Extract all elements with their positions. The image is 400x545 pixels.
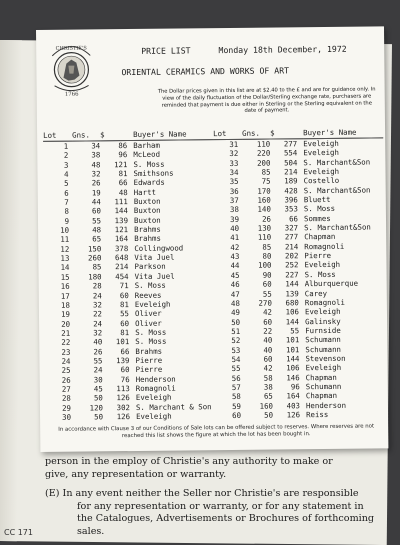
lot-number: 56: [231, 373, 241, 383]
lot-number: 43: [230, 252, 240, 262]
lot-number: 50: [231, 317, 241, 327]
lot-number: 53: [231, 345, 241, 355]
dollars: 144: [114, 206, 128, 216]
guineas: 110: [257, 232, 272, 243]
buyer-name: Reiss: [305, 409, 329, 420]
buyer-name: Schumann: [305, 381, 342, 392]
lot-number: 40: [230, 223, 240, 234]
dollars: 96: [290, 382, 300, 392]
buyer-name: Eveleigh: [135, 392, 172, 403]
guineas: 22: [93, 309, 103, 319]
lot-number: 1: [63, 141, 69, 151]
dollars: 144: [286, 354, 300, 364]
buyer-name: Henderson: [305, 400, 347, 410]
guineas: 55: [262, 289, 272, 299]
price-table-body: [43, 138, 386, 422]
buyer-name: Chapman: [305, 372, 337, 382]
buyer-name: Alburquerque: [304, 278, 359, 289]
guineas: 32: [91, 169, 101, 179]
dollars: 139: [116, 355, 130, 366]
christies-seal-logo: [48, 35, 95, 101]
dollars: 60: [120, 318, 130, 328]
dollars: 277: [284, 232, 299, 242]
dollars: 60: [120, 365, 130, 375]
dollars: 144: [285, 279, 299, 289]
buyer-name: Eveleigh: [303, 148, 339, 158]
guineas: 55: [93, 356, 103, 366]
buyer-name: Pierre: [304, 251, 332, 261]
buyer-name: S. Marchant&Son: [303, 157, 371, 167]
guineas: 26: [262, 214, 272, 224]
guineas: 120: [89, 402, 104, 413]
dollars: 214: [115, 262, 129, 272]
lot-number: 48: [230, 298, 240, 308]
dollars: 214: [284, 167, 298, 177]
sale-date: Monday 18th December, 1972: [218, 43, 347, 56]
guineas: 24: [93, 365, 103, 375]
buyer-name: Eveleigh: [134, 299, 171, 309]
buyer-name: Oliver: [135, 318, 162, 328]
dollars: 121: [114, 159, 128, 169]
buyer-name: Schumann: [305, 344, 342, 354]
guineas: 19: [91, 188, 101, 198]
lot-number: 3: [63, 160, 69, 170]
guineas: 50: [264, 410, 274, 420]
dollars: 146: [286, 372, 300, 382]
dollars: 428: [284, 185, 298, 196]
dollars: 252: [285, 260, 299, 270]
lot-number: 8: [64, 207, 69, 217]
page-footer-code: CC 171: [4, 528, 33, 537]
header-gns: Gns.: [242, 128, 270, 140]
conditions-line-1: person in the employ of Christie's any authority to make or: [45, 456, 333, 467]
guineas: 150: [87, 244, 102, 254]
guineas: 42: [263, 363, 273, 373]
lot-number: 57: [231, 382, 241, 392]
price-list-sheet: [36, 26, 388, 452]
dollars: 164: [286, 391, 300, 401]
lot-number: 52: [231, 336, 241, 346]
dollars: 139: [114, 215, 129, 225]
buyer-name: S. Moss: [304, 269, 336, 280]
guineas: 60: [263, 317, 273, 327]
lot-number: 51: [231, 326, 241, 336]
guineas: 110: [256, 139, 271, 149]
dollars: 96: [118, 150, 128, 160]
dollars: 121: [114, 225, 129, 235]
buyer-name: Oliver: [134, 308, 162, 319]
dollars: 277: [283, 139, 298, 149]
guineas: 40: [93, 337, 103, 347]
lot-number: 20: [61, 319, 71, 329]
dollar-notice: The Dollar prices given in this list are at $2.40 to the £ and are for guidance only. In view of the daily fluctuation of the Dollar/Sterling exchange rate, purchasers are reminded that payment is due either in Sterling or the Sterling equivalent on the date of payment.: [157, 86, 376, 115]
header-buyer: Buyer's Name: [303, 126, 383, 138]
dollars: 353: [284, 204, 298, 214]
lot-number: 42: [230, 242, 240, 252]
dollars: 66: [118, 178, 128, 188]
guineas: 85: [92, 262, 102, 272]
guineas: 140: [257, 204, 271, 215]
price-table: [43, 126, 386, 422]
dollars: 302: [116, 402, 131, 412]
buyer-name: Vita Juel: [134, 271, 175, 281]
lot-number: 33: [229, 158, 239, 168]
header-lot: Lot: [213, 128, 242, 140]
header-dollars: $: [100, 129, 133, 141]
dollars: 81: [118, 169, 128, 179]
lot-number: 18: [60, 300, 70, 310]
clause-e: (E) In any event neither the Seller nor Christie's are responsible for any representation or warranty, or for any statement in the Catalogues, Advertisements or Brochures of forthcoming sales.: [45, 488, 375, 537]
guineas: 24: [92, 290, 102, 300]
guineas: 270: [258, 298, 272, 308]
buyer-name: Eveleigh: [304, 260, 341, 270]
buyer-name: Buxton: [133, 196, 161, 207]
lot-number: 60: [232, 410, 242, 420]
lot-number: 7: [64, 197, 69, 207]
lot-number: 6: [64, 188, 69, 198]
dollars: 504: [283, 157, 298, 168]
guineas: 160: [257, 195, 271, 205]
guineas: 80: [262, 251, 272, 261]
dollars: 327: [284, 223, 299, 233]
header-buyer: Buyer's Name: [133, 128, 213, 140]
guineas: 26: [93, 346, 103, 356]
dollars: 106: [285, 307, 300, 317]
logo-year: 1766: [64, 91, 79, 98]
buyer-name: Pierre: [135, 364, 163, 375]
guineas: 75: [261, 176, 271, 187]
dollars: 66: [120, 346, 130, 356]
buyer-name: S. Moss: [135, 327, 167, 337]
guineas: 22: [263, 326, 273, 336]
dollars: 66: [289, 214, 299, 224]
guineas: 48: [92, 225, 102, 235]
buyer-name: Schumann: [305, 335, 341, 345]
lot-number: 46: [230, 280, 240, 290]
dollars: 214: [284, 242, 299, 252]
guineas: 160: [259, 401, 273, 411]
lot-number: 24: [61, 356, 71, 366]
guineas: 180: [88, 272, 102, 282]
dollars: 71: [119, 281, 129, 291]
buyer-name: Pierre: [135, 355, 163, 365]
conditions-line-2: give, any representation or warranty.: [45, 468, 227, 480]
dollars: 55: [120, 309, 130, 319]
guineas: 44: [91, 197, 101, 207]
buyer-name: Romagnoli: [135, 383, 176, 393]
lot-number: 21: [61, 328, 71, 338]
guineas: 170: [257, 186, 271, 196]
buyer-name: Eveleigh: [136, 411, 172, 421]
dollars: 101: [285, 335, 300, 345]
dollars: 111: [114, 197, 128, 207]
buyer-name: Edwards: [133, 178, 165, 188]
price-list-title: PRICE LIST: [141, 45, 191, 56]
dollars: 81: [119, 299, 129, 309]
page-spine: [0, 40, 22, 541]
buyer-name: S. Moss: [303, 204, 336, 214]
buyer-name: Chapman: [305, 391, 338, 401]
guineas: 50: [94, 412, 104, 422]
dollars: 189: [284, 176, 298, 186]
dollars: 144: [285, 316, 300, 326]
buyer-name: McLeod: [133, 150, 161, 160]
dollars: 76: [120, 374, 130, 384]
lot-number: 2: [63, 151, 69, 161]
lot-number: 23: [61, 347, 71, 357]
lot-number: 9: [64, 216, 70, 226]
buyer-name: Galinsky: [305, 316, 341, 326]
buyer-name: Stevenson: [305, 353, 346, 364]
lot-number: 19: [61, 309, 71, 319]
buyer-name: Reeves: [134, 290, 162, 300]
header-gns: Gns.: [72, 129, 100, 141]
lot-number: 5: [64, 179, 69, 189]
lot-number: 29: [62, 403, 72, 413]
buyer-name: Henderson: [135, 374, 176, 384]
dollars: 164: [114, 234, 129, 244]
dollars: 554: [283, 148, 298, 158]
buyer-name: Eveleigh: [304, 307, 341, 317]
lot-number: 22: [61, 337, 71, 347]
dollars: 680: [285, 298, 299, 308]
lot-number: 17: [60, 291, 70, 301]
sale-subtitle: ORIENTAL CERAMICS AND WORKS OF ART: [121, 65, 290, 78]
guineas: 45: [93, 384, 103, 394]
buyer-name: Bluett: [303, 194, 331, 205]
lot-number: 11: [60, 235, 70, 245]
guineas: 85: [261, 167, 271, 177]
lot-number: 54: [231, 354, 241, 364]
buyer-name: Buxton: [133, 215, 161, 225]
lot-number: 30: [62, 412, 72, 422]
dollars: 454: [115, 271, 129, 281]
guineas: 50: [93, 393, 103, 403]
buyer-name: Brahms: [135, 346, 163, 356]
guineas: 32: [93, 328, 103, 338]
lot-number: 10: [60, 225, 70, 235]
buyer-name: Smithsons: [133, 168, 174, 179]
guineas: 58: [263, 373, 273, 383]
lot-number: 12: [60, 244, 70, 254]
guineas: 65: [92, 234, 102, 244]
lot-number: 4: [64, 169, 69, 179]
guineas: 60: [91, 206, 101, 216]
guineas: 200: [256, 158, 271, 168]
lot-number: 25: [61, 365, 71, 375]
buyer-name: Buxton: [133, 206, 161, 216]
buyer-name: S. Marchant&Son: [304, 222, 371, 233]
guineas: 260: [87, 253, 102, 263]
buyer-name: S. Moss: [134, 280, 166, 291]
reserves-footnote: In accordance with Clause 3 of our Conditions of Sale lots can be offered subject to reserves. Where reserves are not reached this list shows the figure at which the lot has been bought in.: [58, 423, 375, 440]
dollars: 55: [290, 326, 300, 336]
buyer-name: Vita Juel: [134, 252, 175, 263]
buyer-name: Brahms: [134, 234, 161, 244]
lot-number: 15: [60, 272, 70, 282]
conditions-text: [45, 456, 375, 539]
lot-number: 59: [231, 401, 241, 411]
guineas: 90: [262, 270, 272, 280]
dollars: 101: [285, 344, 300, 354]
buyer-name: S. Moss: [133, 159, 165, 169]
lot-number: 27: [61, 384, 71, 394]
dollars: 378: [114, 243, 129, 253]
buyer-name: Brahms: [134, 224, 161, 235]
guineas: 26: [91, 178, 101, 188]
lot-number: 32: [229, 149, 239, 159]
dollars: 126: [286, 410, 301, 420]
header-dollars: $: [270, 127, 303, 139]
guineas: 40: [263, 345, 273, 355]
guineas: 38: [91, 150, 101, 160]
buyer-name: Eveleigh: [305, 363, 342, 373]
guineas: 24: [93, 318, 103, 328]
guineas: 42: [263, 307, 273, 317]
lot-number: 38: [229, 205, 239, 215]
buyer-name: Hartt: [133, 187, 156, 197]
header-lot: Lot: [43, 130, 72, 142]
guineas: 60: [263, 354, 273, 364]
dollars: 648: [114, 253, 129, 263]
buyer-name: Barham: [133, 140, 160, 150]
guineas: 40: [263, 335, 273, 345]
guineas: 48: [91, 160, 101, 170]
guineas: 28: [92, 281, 102, 291]
buyer-name: Furnside: [305, 325, 341, 336]
lot-number: 36: [229, 186, 239, 196]
guineas: 100: [258, 261, 272, 271]
dollars: 60: [119, 290, 129, 300]
dollars: 227: [285, 270, 299, 280]
logo-top-text: CHRISTIE'S: [55, 45, 87, 52]
buyer-name: Romagnoli: [304, 297, 345, 308]
lot-number: 37: [229, 195, 239, 206]
dollars: 106: [286, 363, 300, 373]
lot-number: 14: [60, 263, 70, 273]
dollars: 48: [118, 187, 128, 197]
dollars: 202: [284, 251, 299, 261]
buyer-name: Carey: [304, 288, 328, 298]
lot-number: 39: [230, 214, 240, 224]
lot-number: 47: [230, 289, 240, 299]
lot-number: 49: [231, 308, 241, 318]
price-list-header: [141, 43, 375, 55]
dollars: 403: [286, 400, 300, 411]
dollars: 126: [116, 393, 130, 403]
lot-number: 16: [60, 281, 70, 291]
lot-number: 55: [231, 364, 241, 374]
dollars: 113: [116, 383, 130, 394]
lot-number: 58: [231, 392, 241, 402]
dollars: 126: [116, 412, 131, 422]
buyer-name: Romagnoli: [304, 241, 345, 251]
guineas: 34: [91, 141, 101, 151]
lot-number: 35: [229, 177, 239, 187]
lot-number: 28: [61, 393, 71, 404]
guineas: 60: [262, 279, 272, 289]
buyer-name: Sommes: [303, 213, 331, 223]
guineas: 220: [256, 148, 271, 159]
buyer-name: Eveleigh: [303, 138, 339, 149]
guineas: 130: [257, 223, 272, 233]
buyer-name: Parkson: [134, 262, 166, 272]
lot-number: 13: [60, 253, 70, 263]
lot-number: 41: [230, 233, 240, 243]
lot-number: 34: [229, 167, 239, 178]
lot-number: 44: [230, 261, 240, 271]
lot-number: 31: [229, 139, 239, 149]
dollars: 139: [285, 288, 299, 298]
buyer-name: S. Marchant&Son: [303, 185, 371, 195]
lot-number: 26: [61, 375, 71, 385]
guineas: 30: [93, 374, 103, 385]
dollars: 101: [115, 337, 130, 347]
guineas: 32: [92, 300, 102, 310]
guineas: 55: [92, 216, 102, 226]
guineas: 85: [262, 242, 272, 252]
dollars: 396: [284, 195, 298, 205]
buyer-name: Collingwood: [134, 243, 184, 253]
dollars: 86: [118, 141, 128, 151]
buyer-name: S. Moss: [135, 336, 167, 347]
guineas: 65: [263, 391, 273, 401]
buyer-name: Chapman: [304, 232, 336, 242]
buyer-name: S. Marchant & Son: [135, 401, 212, 412]
dollars: 81: [120, 327, 130, 338]
lot-number: 45: [230, 270, 240, 280]
buyer-name: Eveleigh: [303, 166, 340, 177]
guineas: 38: [263, 382, 273, 392]
buyer-name: Costello: [303, 176, 340, 186]
